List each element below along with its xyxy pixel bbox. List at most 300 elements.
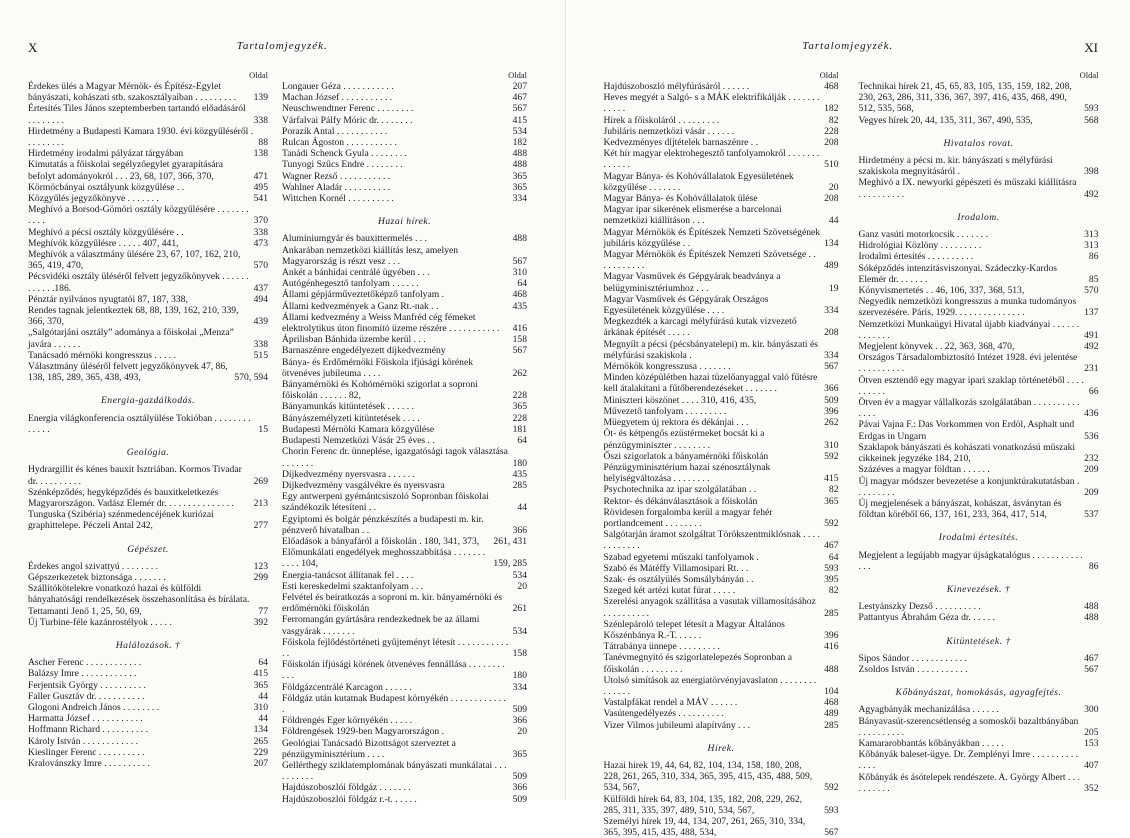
index-entry — [28, 561, 268, 572]
entry-page: 228 — [509, 390, 527, 401]
entry-page: 570, 594 — [230, 372, 268, 383]
entry-page: 265 — [250, 736, 268, 747]
entry-page: 592 — [820, 518, 838, 529]
entry-page: 567 — [509, 256, 527, 267]
index-entry — [604, 585, 839, 596]
index-entry — [859, 397, 1099, 419]
entry-title: Megkezdték a karcagi mélyfúrású kutak vízvezető árkának építését . . . . . — [604, 316, 821, 338]
index-entry — [282, 446, 527, 468]
index-entry — [604, 271, 839, 293]
oldal-header: Oldal — [604, 70, 839, 81]
index-entry — [282, 424, 527, 435]
entry-page: 488 — [820, 664, 838, 675]
entry-title: Kőbányák és ásótelepek rendészete. A. György Albert . . . . . . . . . . — [859, 772, 1081, 794]
index-entry — [604, 137, 839, 148]
entry-page: 439 — [250, 316, 268, 327]
index-entry — [282, 148, 527, 159]
entry-page: 468 — [820, 81, 838, 92]
entry-page: 44 — [254, 713, 268, 724]
entry-page: 534 — [509, 126, 527, 137]
section-heading: Kinevezések. † — [859, 584, 1099, 595]
index-entry — [28, 572, 268, 583]
index-entry — [604, 227, 839, 249]
index-entry — [282, 659, 527, 681]
entry-page: 15 — [254, 424, 268, 435]
entry-title: Machan József . . . . . . . . . . . — [282, 92, 509, 103]
index-entry — [859, 352, 1099, 374]
index-entry — [604, 507, 839, 529]
entry-title: Hazai hírek 19, 44, 64, 82, 104, 134, 158, 180, 208, 228, 261, 265, 310, 334, 365, 395, 415, 435, 488, 509, 534, 567, — [604, 760, 821, 794]
entry-title: Rendes tagnak jelentkeztek 68, 88, 139, 162, 210, 339, 366, 370, — [28, 305, 250, 327]
index-entry — [604, 484, 839, 495]
entry-page: 489 — [820, 708, 838, 719]
entry-title: „Salgótarjáni osztály” adománya a főiskolai „Menza” javára . . . . . . — [28, 327, 250, 349]
index-entry — [604, 462, 839, 484]
entry-title: Két hír magyar elektrohegesztő tanfolyamokról . . . . . . . . . . . . . — [604, 148, 821, 170]
index-entry — [282, 581, 527, 592]
entry-title: Wahlner Aladár . . . . . . . . . . — [282, 182, 509, 193]
entry-page: 567 — [509, 345, 527, 356]
entry-title: Megjelent könyvek . . 22, 363, 368, 470, — [859, 341, 1081, 352]
entry-title: Kralovánszky Imre . . . . . . . . . . — [28, 758, 250, 769]
section-heading: Hírek. — [604, 743, 839, 754]
entry-page: 86 — [1085, 251, 1099, 262]
entry-title: Porazik Antal . . . . . . . . . . . — [282, 126, 509, 137]
index-entry — [604, 563, 839, 574]
entry-title: Egy antwerpeni gyémántcsiszoló Sopronban főiskolai szándékozik létesíteni . . — [282, 491, 513, 513]
entry-page: 488 — [1080, 601, 1098, 612]
index-entry — [604, 496, 839, 507]
index-entry — [604, 92, 839, 114]
oldal-header: Oldal — [859, 70, 1099, 81]
entry-title: Barnaszénre engedélyezett díjkedvezmény — [282, 345, 509, 356]
index-entry — [859, 319, 1099, 341]
entry-title: Új magyar módszer bevezetése a konjunktúrakutatásban . . . . . . . . . — [859, 476, 1081, 498]
entry-page: 299 — [250, 572, 268, 583]
entry-page: 467 — [820, 540, 838, 551]
index-entry — [604, 372, 839, 394]
entry-title: Pattantyus Ábrahám Géza dr. . . . . . — [859, 612, 1081, 623]
entry-title: Psychotechnika az ipar szolgálatában . . — [604, 484, 825, 495]
index-entry — [28, 193, 268, 204]
entry-title: Díjkedvezmény vasgálvékre és nyersvasra — [282, 480, 509, 491]
entry-page: 310 — [250, 702, 268, 713]
index-entry — [28, 668, 268, 679]
entry-page: 396 — [820, 630, 838, 641]
entry-page: 365 — [509, 749, 527, 760]
index-entry — [604, 316, 839, 338]
index-entry — [282, 278, 527, 289]
entry-title: Áprilisban Bánhida üzembe kerül . . . — [282, 334, 509, 345]
index-entry — [28, 702, 268, 713]
entry-page: 473 — [250, 238, 268, 249]
entry-page: 509 — [509, 794, 527, 805]
index-entry — [282, 592, 527, 614]
right-page — [565, 0, 1130, 800]
index-entry — [604, 417, 839, 428]
entry-page: 407 — [1080, 760, 1098, 771]
entry-page: 85 — [1085, 274, 1099, 285]
entry-title: Balázsy Imre . . . . . . . . . . . . — [28, 668, 250, 679]
entry-title: Földgáz után kutatnak Budapest környékén . . . . . . . . . . . . . — [282, 693, 509, 715]
entry-page: 392 — [250, 617, 268, 628]
entry-title: Öt- és kétpengős ezüstérmeket bocsát ki a pénzügyminiszter . . . . . . . . — [604, 428, 821, 450]
oldal-header: Oldal — [282, 70, 527, 81]
entry-page: 510 — [820, 159, 838, 170]
index-entry — [604, 204, 839, 226]
entry-page: 416 — [509, 323, 527, 334]
index-entry — [604, 529, 839, 551]
index-entry — [28, 747, 268, 758]
entry-title: Szaklapok bányászati és kohászati vonatkozású műszaki cikkeinek jegyzéke 184, 210, — [859, 442, 1081, 464]
entry-title: Ferjentsik György . . . . . . . . . . — [28, 680, 250, 691]
entry-page: 285 — [509, 480, 527, 491]
entry-title: Szak- és osztályülés Somsálybányán . . — [604, 574, 821, 585]
entry-page: 313 — [1080, 240, 1098, 251]
entry-page: 88 — [254, 137, 268, 148]
entry-title: Tunyogi Szűcs Endre . . . . . . . . — [282, 159, 509, 170]
index-entry — [28, 294, 268, 305]
index-entry — [859, 612, 1099, 623]
index-entry — [28, 159, 268, 181]
index-entry — [28, 691, 268, 702]
index-entry — [282, 682, 527, 693]
right-page-number: XI — [1084, 40, 1098, 56]
index-entry — [604, 406, 839, 417]
entry-page: 285 — [820, 720, 838, 731]
entry-page: 437 — [250, 283, 268, 294]
index-entry — [282, 233, 527, 244]
index-entry — [859, 442, 1099, 464]
entry-title: Hirdetmény a Budapesti Kamara 1930. évi közgyűléséről . . . . . . . . . — [28, 126, 254, 148]
index-entry — [28, 238, 268, 249]
entry-page: 534 — [509, 626, 527, 637]
index-entry — [604, 675, 839, 697]
index-entry — [604, 115, 839, 126]
index-entry — [282, 726, 527, 737]
entry-title: Egyiptomi és bolgár pénzkészítés a budapesti m. kir. pénzverő hivatalban . . — [282, 514, 509, 536]
entry-title: Földgázcentrálé Karcagon . . . . . . — [282, 682, 509, 693]
entry-title: Ötven év a magyar vállalkozás szolgálatában . . . . . . . . . . . . . . — [859, 397, 1081, 419]
entry-title: Százéves a magyar földtan . . . . . . — [859, 464, 1081, 475]
entry-page: 232 — [1080, 453, 1098, 464]
entry-page: 541 — [250, 193, 268, 204]
entry-page: 537 — [1080, 509, 1098, 520]
index-entry — [859, 716, 1099, 738]
entry-page: 137 — [1080, 307, 1098, 318]
entry-title: Ferromangán gyártására rendezkednek be az állami vasgyárak . . . . . . . — [282, 614, 509, 636]
entry-page: 415 — [820, 473, 838, 484]
index-entry — [859, 240, 1099, 251]
entry-page: 261, 431 — [489, 536, 527, 547]
entry-page: 134 — [820, 238, 838, 249]
entry-title: Díjkedvezmény nyersvasra . . . . . . — [282, 469, 509, 480]
entry-title: Szénlepároló telepet létesít a Magyar Általános Kőszénbánya R.-T. . . . . . — [604, 619, 821, 641]
entry-page: 398 — [1080, 166, 1098, 177]
entry-page: 365 — [820, 496, 838, 507]
index-entry — [282, 480, 527, 491]
entry-page: 64 — [513, 278, 527, 289]
index-entry — [604, 596, 839, 618]
index-entry — [282, 312, 527, 334]
entry-title: Tátrabánya ünnepe . . . . . . . . . — [604, 641, 821, 652]
entry-page: 436 — [1080, 408, 1098, 419]
left-column-1 — [28, 70, 268, 769]
index-entry — [28, 361, 268, 383]
entry-page: 19 — [825, 283, 839, 294]
index-entry — [282, 413, 527, 424]
index-entry — [28, 327, 268, 349]
entry-page: 231 — [1080, 363, 1098, 374]
entry-title: Kieslinger Ferenc . . . . . . . . . . — [28, 747, 250, 758]
entry-title: Negyedik nemzetközi kongresszus a munka tudományos szervezésére. Páris, 1929. . . . . . . . . . . . . . . — [859, 296, 1081, 318]
entry-page: 77 — [254, 606, 268, 617]
entry-page: 365 — [509, 171, 527, 182]
entry-title: Hoffmann Richard . . . . . . . . . . — [28, 724, 250, 735]
entry-title: Hajdúszoboszlói földgáz r.-t. . . . . . — [282, 794, 509, 805]
index-entry — [604, 619, 839, 641]
index-entry — [604, 708, 839, 719]
index-entry — [28, 713, 268, 724]
entry-title: Mérnökök kongresszusa . . . . . . . — [604, 361, 821, 372]
index-entry — [859, 155, 1099, 177]
entry-page: 262 — [509, 368, 527, 379]
index-entry — [604, 794, 839, 816]
section-heading: Kitüntetések. † — [859, 636, 1099, 647]
index-entry — [282, 738, 527, 760]
index-entry — [604, 552, 839, 563]
entry-title: Károly István . . . . . . . . . . . . — [28, 736, 250, 747]
index-entry — [28, 249, 268, 271]
entry-title: Őszi szigorlatok a bányamérnöki főiskolán — [604, 451, 821, 462]
entry-title: Kamararobbantás kőbányákban . . . . . — [859, 738, 1081, 749]
entry-page: 592 — [820, 451, 838, 462]
index-entry — [28, 413, 268, 435]
entry-page: 570 — [250, 260, 268, 271]
entry-page: 44 — [254, 691, 268, 702]
entry-page: 415 — [509, 115, 527, 126]
entry-page: 370 — [250, 215, 268, 226]
entry-page: 435 — [509, 301, 527, 312]
entry-page: 495 — [250, 182, 268, 193]
entry-page: 285 — [820, 608, 838, 619]
entry-page: 334 — [509, 193, 527, 204]
entry-page: 182 — [820, 103, 838, 114]
index-entry — [859, 653, 1099, 664]
entry-title: Kőbányák baleset-ügye. Dr. Zemplényi Imre . . . . . . . . . . . . . . — [859, 749, 1081, 771]
entry-page: 86 — [1085, 561, 1099, 572]
entry-title: Szeged két artézi kutat fúrat . . . . . — [604, 585, 825, 596]
index-entry — [859, 419, 1099, 441]
entry-page: 366 — [509, 715, 527, 726]
entry-page: 139 — [250, 92, 268, 103]
entry-title: Magyar Vasművek és Gépgyárak beadványa a belügyminisztériumhoz . . . — [604, 271, 825, 293]
index-entry — [604, 574, 839, 585]
right-running-title: Tartalomjegyzék. — [566, 40, 1130, 52]
entry-page: 365 — [509, 182, 527, 193]
entry-page: 134 — [250, 724, 268, 735]
entry-page: 20 — [513, 581, 527, 592]
entry-title: Körmöcbányai osztályunk közgyűlése . . — [28, 182, 250, 193]
entry-title: Személyi hírek 19, 44, 134, 207, 261, 265, 310, 334, 365, 395, 415, 435, 488, 534, — [604, 816, 821, 838]
entry-title: Érdekes ülés a Magyar Mérnök- és Építész-Egylet bányászati, kohászati stb. szakosztályaiban . . . . . . . . . — [28, 81, 250, 103]
index-entry — [282, 137, 527, 148]
entry-page: 158 — [509, 648, 527, 659]
entry-page: 435 — [509, 469, 527, 480]
left-running-title: Tartalomjegyzék. — [0, 40, 565, 52]
entry-title: Könyvismertetés . . 46, 106, 337, 368, 513, — [859, 285, 1081, 296]
entry-title: Ankét a bánhidai centrálé ügyében . . . — [282, 267, 509, 278]
entry-page: 66 — [1085, 386, 1099, 397]
index-entry — [28, 464, 268, 486]
index-entry — [859, 550, 1099, 572]
entry-page: 494 — [250, 294, 268, 305]
entry-title: Wittchen Kornél . . . . . . . . . . — [282, 193, 509, 204]
entry-title: Chorin Ferenc dr. ünneplése, igazgatósági tagok választása . . . . . . . — [282, 446, 509, 468]
entry-title: Geológiai Tanácsadó Bizottságot szerveztet a pénzügyminisztérium . . . . — [282, 738, 509, 760]
entry-page: 491 — [1080, 330, 1098, 341]
index-entry — [28, 103, 268, 125]
index-entry — [282, 435, 527, 446]
index-entry — [282, 182, 527, 193]
entry-title: Gépszerkezetek biztonsága . . . . . . . — [28, 572, 250, 583]
entry-title: Előmunkálati engedélyek meghosszabbítása . . . . . . . . . . . 104, — [282, 547, 489, 569]
index-entry — [28, 736, 268, 747]
index-entry — [282, 715, 527, 726]
entry-title: Glogoni Andreich János . . . . . . . . — [28, 702, 250, 713]
entry-title: Főiskola fejlődéstörténeti gyűjteményt létesít . . . . . . . . . . . . . — [282, 637, 509, 659]
index-entry — [282, 92, 527, 103]
entry-page: 261 — [509, 603, 527, 614]
entry-title: Vizer Vilmos jubileumi alapítvány . . . — [604, 720, 821, 731]
entry-title: Hírek a főiskoláról . . . . . . . . . — [604, 115, 825, 126]
entry-title: Bánya- és Erdőmérnöki Főiskola ifjúsági körének ötvenéves jubileuma . . . . — [282, 357, 509, 379]
entry-title: Vastalpfákat rendel a MÁV . . . . . . — [604, 697, 821, 708]
entry-page: 313 — [1080, 229, 1098, 240]
entry-page: 205 — [1080, 727, 1098, 738]
entry-title: Autógénhegesztő tanfolyam . . . . . . — [282, 278, 513, 289]
entry-title: Meghívó a IX. newyorki gépészeti és műszaki kiállításra . . . . . . . . . . — [859, 177, 1081, 199]
entry-title: Neuschwendtner Ferenc . . . . . . . . — [282, 103, 509, 114]
entry-title: Állami kedvezmények a Ganz Rt.-nak . . — [282, 301, 509, 312]
index-entry — [282, 245, 527, 267]
section-heading: Halálozások. † — [28, 640, 268, 651]
entry-title: Állami gépjárműveztetőképző tanfolyam . — [282, 289, 509, 300]
entry-title: Külföldi hírek 64, 83, 104, 135, 182, 208, 229, 262, 285, 311, 335, 397, 489, 510, 534, 567, — [604, 794, 821, 816]
entry-title: Felvétel és beiratkozás a soproni m. kir. bányamérnöki és erdőmérnöki főiskolán — [282, 592, 509, 614]
entry-page: 338 — [250, 115, 268, 126]
entry-title: Esti kereskedelmi szaktanfolyam . . . — [282, 581, 513, 592]
index-entry — [859, 464, 1099, 475]
entry-page: 488 — [509, 233, 527, 244]
entry-page: 123 — [250, 561, 268, 572]
entry-page: 213 — [250, 498, 268, 509]
entry-title: Szénképződés, hegyképződés és bauxitkeletkezés Magyarországon. Vadász Elemér dr. . . . . . . . . . . . . . . — [28, 487, 250, 509]
index-entry — [282, 614, 527, 636]
entry-page: 488 — [1080, 612, 1098, 623]
index-entry — [28, 204, 268, 226]
entry-title: Rulcan Ágoston . . . . . . . . . . . — [282, 137, 509, 148]
index-entry — [859, 738, 1099, 749]
entry-title: Érdekes angol szivattyú . . . . . . . . — [28, 561, 250, 572]
index-entry — [859, 498, 1099, 520]
entry-page: 593 — [1080, 103, 1098, 114]
entry-title: Meghívók a választmány ülésére 23, 67, 107, 162, 210, 365, 419, 470, — [28, 249, 250, 271]
index-entry — [604, 395, 839, 406]
entry-title: Szerelési anyagok szállítása a vasutak villamosításához . . . . . . . . . . — [604, 596, 821, 618]
index-entry — [282, 159, 527, 170]
entry-title: Lestyánszky Dezső . . . . . . . . . . — [859, 601, 1081, 612]
entry-title: Zsoldos István . . . . . . . . . . . — [859, 664, 1081, 675]
entry-page: 300 — [1080, 704, 1098, 715]
entry-page: 567 — [820, 827, 838, 838]
entry-title: Tanácsadó mérnöki kongresszus . . . . . — [28, 350, 250, 361]
index-entry — [604, 697, 839, 708]
entry-title: Miniszteri köszönet . . . . 310, 416, 435, — [604, 395, 821, 406]
index-entry — [28, 271, 268, 293]
index-entry — [28, 148, 268, 159]
entry-title: Főiskolán ifjúsági körének ötvenéves fennállása . . . . . . . . . . . — [282, 659, 509, 681]
entry-title: Vegyes hírek 20, 44, 135, 311, 367, 490, 535, — [859, 115, 1081, 126]
entry-page: 568 — [1080, 115, 1098, 126]
index-entry — [28, 305, 268, 327]
index-entry — [859, 263, 1099, 285]
entry-page: 567 — [820, 361, 838, 372]
entry-page: 415 — [250, 668, 268, 679]
entry-title: Új Turbine-féle kazánrostélyok . . . . . — [28, 617, 250, 628]
entry-title: Budapesti Nemzetközi Vásár 25 éves . . — [282, 435, 513, 446]
entry-title: Longauer Géza . . . . . . . . . . . — [282, 81, 509, 92]
index-entry — [282, 103, 527, 114]
entry-title: Müegyetem új rektora és dékánjai . . . — [604, 417, 821, 428]
index-entry — [282, 794, 527, 805]
entry-title: Hydrargillit és kénes bauxit Isztriában. Kormos Tivadar dr. . . . . . . . . . — [28, 464, 250, 486]
index-entry — [604, 249, 839, 271]
entry-page: 82 — [825, 484, 839, 495]
index-entry — [282, 760, 527, 782]
index-entry — [604, 148, 839, 170]
entry-page: 229 — [250, 747, 268, 758]
entry-title: Előadások a bányafáról a főiskolán . 180, 341, 373, — [282, 536, 489, 547]
entry-title: Agyagbányák mechanizálása . . . . . . — [859, 704, 1081, 715]
index-entry — [282, 357, 527, 379]
index-entry — [28, 227, 268, 238]
index-entry — [282, 547, 527, 569]
entry-title: Kedvezményes díjtételek barnaszénre . . — [604, 137, 821, 148]
index-entry — [604, 294, 839, 316]
entry-title: Új megjelenések a bányászat, kohászat, ásványtan és földtan köréből 66, 137, 161, 233, 364, 417, 514, — [859, 498, 1081, 520]
index-entry — [282, 171, 527, 182]
index-entry — [859, 704, 1099, 715]
entry-title: Nemzetközi Munkaügyi Hivatal újabb kiadványai . . . . . . . . . . . . . — [859, 319, 1081, 341]
entry-page: 468 — [509, 289, 527, 300]
entry-page: 366 — [509, 782, 527, 793]
index-entry — [859, 664, 1099, 675]
index-entry — [859, 115, 1099, 126]
entry-title: Meghívó a pécsi osztály közgyűlésére . . — [28, 227, 250, 238]
right-column-1 — [604, 70, 839, 838]
entry-title: Bányamunkás kitüntetések . . . . . . — [282, 401, 509, 412]
index-entry — [282, 491, 527, 513]
entry-page: 82 — [825, 585, 839, 596]
index-entry — [859, 749, 1099, 771]
index-entry — [282, 115, 527, 126]
entry-page: 153 — [1080, 738, 1098, 749]
entry-page: 207 — [250, 758, 268, 769]
index-entry — [282, 81, 527, 92]
index-entry — [282, 301, 527, 312]
entry-title: Szabad egyetemi műszaki tanfolyamok . — [604, 552, 825, 563]
